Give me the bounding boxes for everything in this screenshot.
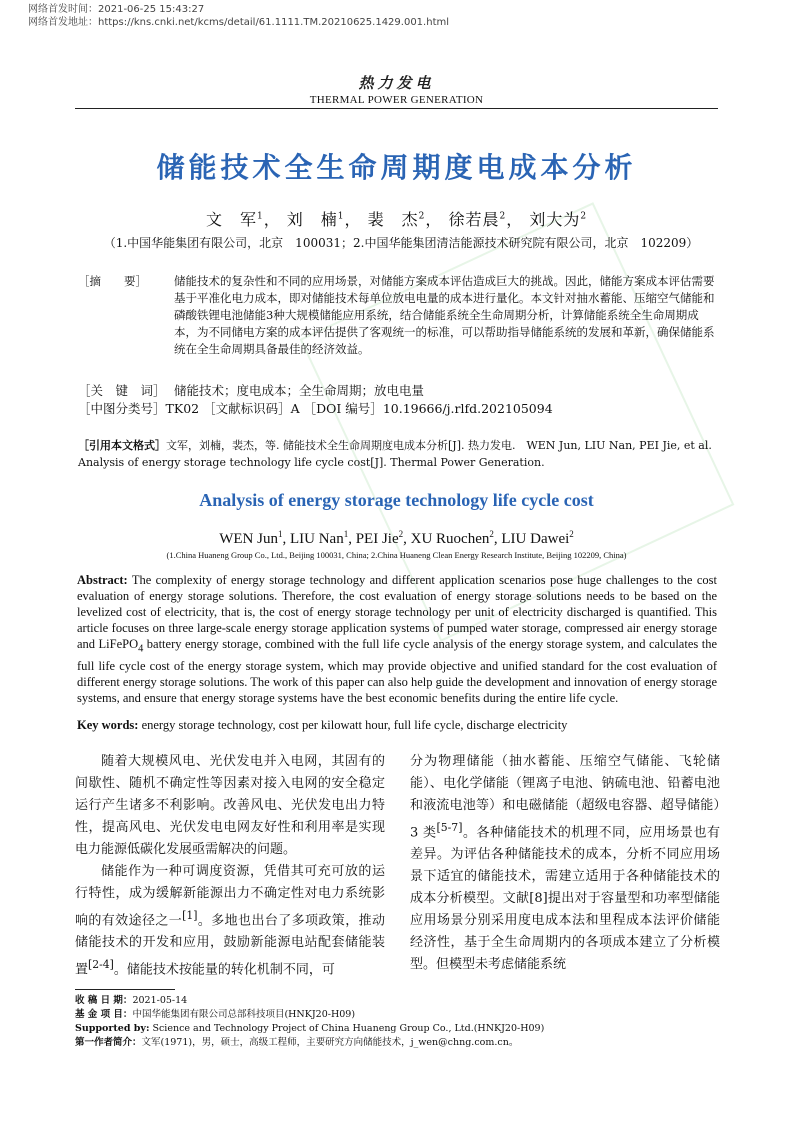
- cite-label: ［引用本文格式］: [78, 439, 166, 452]
- body-paragraph: 随着大规模风电、光伏发电并入电网，其固有的间歇性、随机不确定性等因素对接入电网的安全稳定运行产生诸多不利影响。改善风电、光伏发电出力特性，提高风电、光伏发电电网友好性和利用率是实现电力能源低碳化发展亟需解决的问题。: [75, 754, 385, 857]
- author-en: WEN Jun: [219, 531, 278, 547]
- affiliation-cn: （1.中国华能集团有限公司，北京 100031；2.中国华能集团清洁能源技术研究院有限公司，北京 102209）: [103, 236, 699, 250]
- journal-name-cn: 热力发电: [358, 74, 435, 92]
- body-text: 分为物理储能（抽水蓄能、压缩空气储能、飞轮储能）、电化学储能（锂离子电池、钠硫电池、铅蓄电池和液流电池等）和电磁储能（超级电容器、超导储能）3 类: [410, 754, 720, 841]
- author-en: PEI Jie: [355, 531, 399, 547]
- paper-title-cn: 储能技术全生命周期度电成本分析: [156, 151, 637, 184]
- body-text: 。多地也出台了多项政策，推动储能技术的开发和应用，鼓励新能源电站配套储能装置: [75, 913, 385, 978]
- body-text: 储能作为一种可调度资源，凭借其可充可放的运行特性，成为缓解新能源出力不确定性对电力系统影响的有效途径之一: [75, 864, 385, 929]
- keywords-text-en: energy storage technology, cost per kilowatt hour, full life cycle, discharge electricity: [138, 718, 568, 732]
- citation-ref[interactable]: [2-4]: [88, 958, 114, 972]
- supported-value: Science and Technology Project of China Huaneng Group Co., Ltd.(HNKJ20-H09): [149, 1023, 545, 1034]
- author-mark: 1: [343, 529, 349, 539]
- author-cn: 刘大为: [529, 210, 581, 229]
- docid-label: ［文献标识码］: [203, 401, 291, 416]
- abstract-text-en-cont: battery energy storage, combined with the full life cycle analysis of the energy storage system, and calculates the full life cycle cost of the energy storage system, which may provide objective and unified standard for the cost evaluation of different energy storage solutions. The work of this paper can also help guide the development and innovation of energy storage systems, and ensure that energy storage systems have the best economic benefits during the entire life cycle.: [77, 637, 717, 705]
- footnote-fund: [75, 1008, 735, 1022]
- abstract-text-cn: 储能技术的复杂性和不同的应用场景，对储能方案成本评估造成巨大的挑战。因此，储能方案成本评估需要基于平准化电力成本，即对储能技术每单位放电电量的成本进行量化。本文针对抽水蓄能、压缩空气储能和磷酸铁锂电池储能3种大规模储能应用系统，结合储能系统全生命周期分析，计算储能系统全生命周期成本，为不同储电方案的成本评估提供了客观统一的标准，可以帮助指导储能系统的发展和革新，确保储能系统在全生命周期具备最佳的经济效益。: [174, 274, 715, 356]
- online-url-label: 网络首发地址：: [28, 17, 98, 28]
- fund-value: 中国华能集团有限公司总部科技项目(HNKJ20-H09): [132, 1009, 356, 1020]
- author-mark: 1: [337, 211, 345, 222]
- author-mark: 2: [398, 529, 404, 539]
- keywords-text-cn: 储能技术；度电成本；全生命周期；放电电量: [174, 383, 425, 398]
- docid-value: A: [290, 401, 300, 416]
- abstract-text-en: The complexity of energy storage technology and different application scenarios pose huge challenges to the cost evaluation of energy storage solutions. Therefore, the cost evaluation of energy storage solutions needs to be based on the levelized cost of electricity, that is, the cost of energy storage technology per unit of electricity discharged is quantified. This article focuses on three large-scale energy storage application systems of pumped water storage, compressed air energy storage and LiFePO: [77, 573, 717, 651]
- body-paragraph: [75, 861, 385, 982]
- citation-ref[interactable]: [1]: [182, 909, 198, 922]
- author-en: XU Ruochen: [410, 531, 490, 547]
- author-mark: 2: [489, 529, 494, 539]
- footnote-author: [75, 1036, 735, 1050]
- online-url-link[interactable]: https://kns.cnki.net/kcms/detail/61.1111.TM.20210625.1429.001.html: [98, 17, 450, 28]
- keywords-en-block: [77, 717, 717, 733]
- online-date: 2021-06-25 15:43:27: [98, 4, 205, 15]
- paper-title-en: Analysis of energy storage technology life cycle cost: [199, 490, 594, 510]
- doi-label: ［DOI 编号］: [303, 401, 383, 416]
- online-date-label: 网络首发时间：: [28, 4, 98, 15]
- author-list-cn: 文 军$^1$， 刘 楠$^1$， 裴 杰$^2$， 徐若晨$^2$， 刘大为$^2$: [205, 210, 588, 229]
- citation-ref[interactable]: [5-7]: [436, 821, 463, 834]
- body-column-left: [75, 751, 385, 982]
- abstract-label-en: Abstract:: [77, 573, 128, 587]
- author-cn: 文 军: [205, 210, 257, 229]
- footnote-supported: [75, 1022, 735, 1036]
- received-value: 2021-05-14: [132, 995, 188, 1006]
- author-cn: 徐若晨: [448, 210, 500, 229]
- abstract-subscript: 4: [138, 643, 144, 655]
- author-en: LIU Dawei: [501, 531, 570, 547]
- received-label: 收 稿 日 期：: [75, 995, 133, 1006]
- author-bio-value: 文军(1971)，男，硕士，高级工程师，主要研究方向储能技术，j_wen@chng.com.cn。: [141, 1037, 519, 1048]
- header-rule: [75, 108, 718, 109]
- keywords-cn-block: [78, 382, 718, 400]
- body-column-right: [410, 751, 720, 976]
- keywords-label-cn: ［关 键 词］: [78, 383, 166, 398]
- abstract-label-cn: ［摘 要］: [78, 274, 147, 288]
- keywords-label-en: Key words:: [77, 718, 139, 732]
- supported-label: Supported by:: [75, 1023, 150, 1034]
- author-en: LIU Nan: [289, 531, 344, 547]
- author-list-en: WEN Jun$^1$, LIU Nan$^1$, PEI Jie$^2$, XU Ruochen$^2$, LIU Dawei$^2$: [219, 529, 574, 547]
- online-date-line: [28, 3, 204, 16]
- footnote-received: [75, 994, 735, 1008]
- journal-name-en: THERMAL POWER GENERATION: [309, 94, 484, 106]
- fund-label: 基 金 项 目：: [75, 1009, 133, 1020]
- online-url-line: [28, 16, 449, 29]
- author-cn: 刘 楠: [286, 210, 338, 229]
- body-text: 。各种储能技术的机理不同，应用场景也有差异。为评估各种储能技术的成本，分析不同应用场景下适宜的储能技术，需建立适用于各种储能技术的成本分析模型。文献[8]提出对于容量型和功率型储能应用场景分别采用度电成本法和里程成本法评价储能经济性，基于全生命周期内的各项成本建立了分析模型。但模型未考虑储能系统: [410, 825, 720, 973]
- author-bio-label: 第一作者简介：: [75, 1037, 142, 1048]
- abstract-cn-block: [78, 273, 718, 377]
- cite-text: 文军，刘楠，裴杰，等. 储能技术全生命周期度电成本分析[J]. 热力发电. WEN Jun, LIU Nan, PEI Jie, et al. Analysis of energy storage technology life cycle cost[J]. Thermal Power Generation.: [78, 439, 712, 469]
- author-mark: 2: [580, 211, 588, 222]
- footnote-rule: [75, 989, 175, 990]
- classification-row: [78, 400, 718, 418]
- doi-value[interactable]: 10.19666/j.rlfd.202105094: [382, 401, 553, 416]
- author-mark: 2: [569, 529, 574, 539]
- body-paragraph: [410, 751, 720, 976]
- body-text: 。储能技术按能量的转化机制不同，可: [113, 962, 335, 978]
- abstract-en-block: [77, 572, 717, 706]
- class-value: TK02: [165, 401, 200, 416]
- author-mark: 1: [256, 211, 264, 222]
- author-mark: 2: [499, 211, 507, 222]
- class-label: ［中图分类号］: [78, 401, 166, 416]
- author-cn: 裴 杰: [367, 210, 419, 229]
- affiliation-en: (1.China Huaneng Group Co., Ltd., Beijing 100031, China; 2.China Huaneng Clean Energy Research Institute, Beijing 102209, China): [166, 550, 627, 560]
- author-mark: 1: [277, 529, 283, 539]
- citation-block: [78, 437, 720, 471]
- author-mark: 2: [418, 211, 426, 222]
